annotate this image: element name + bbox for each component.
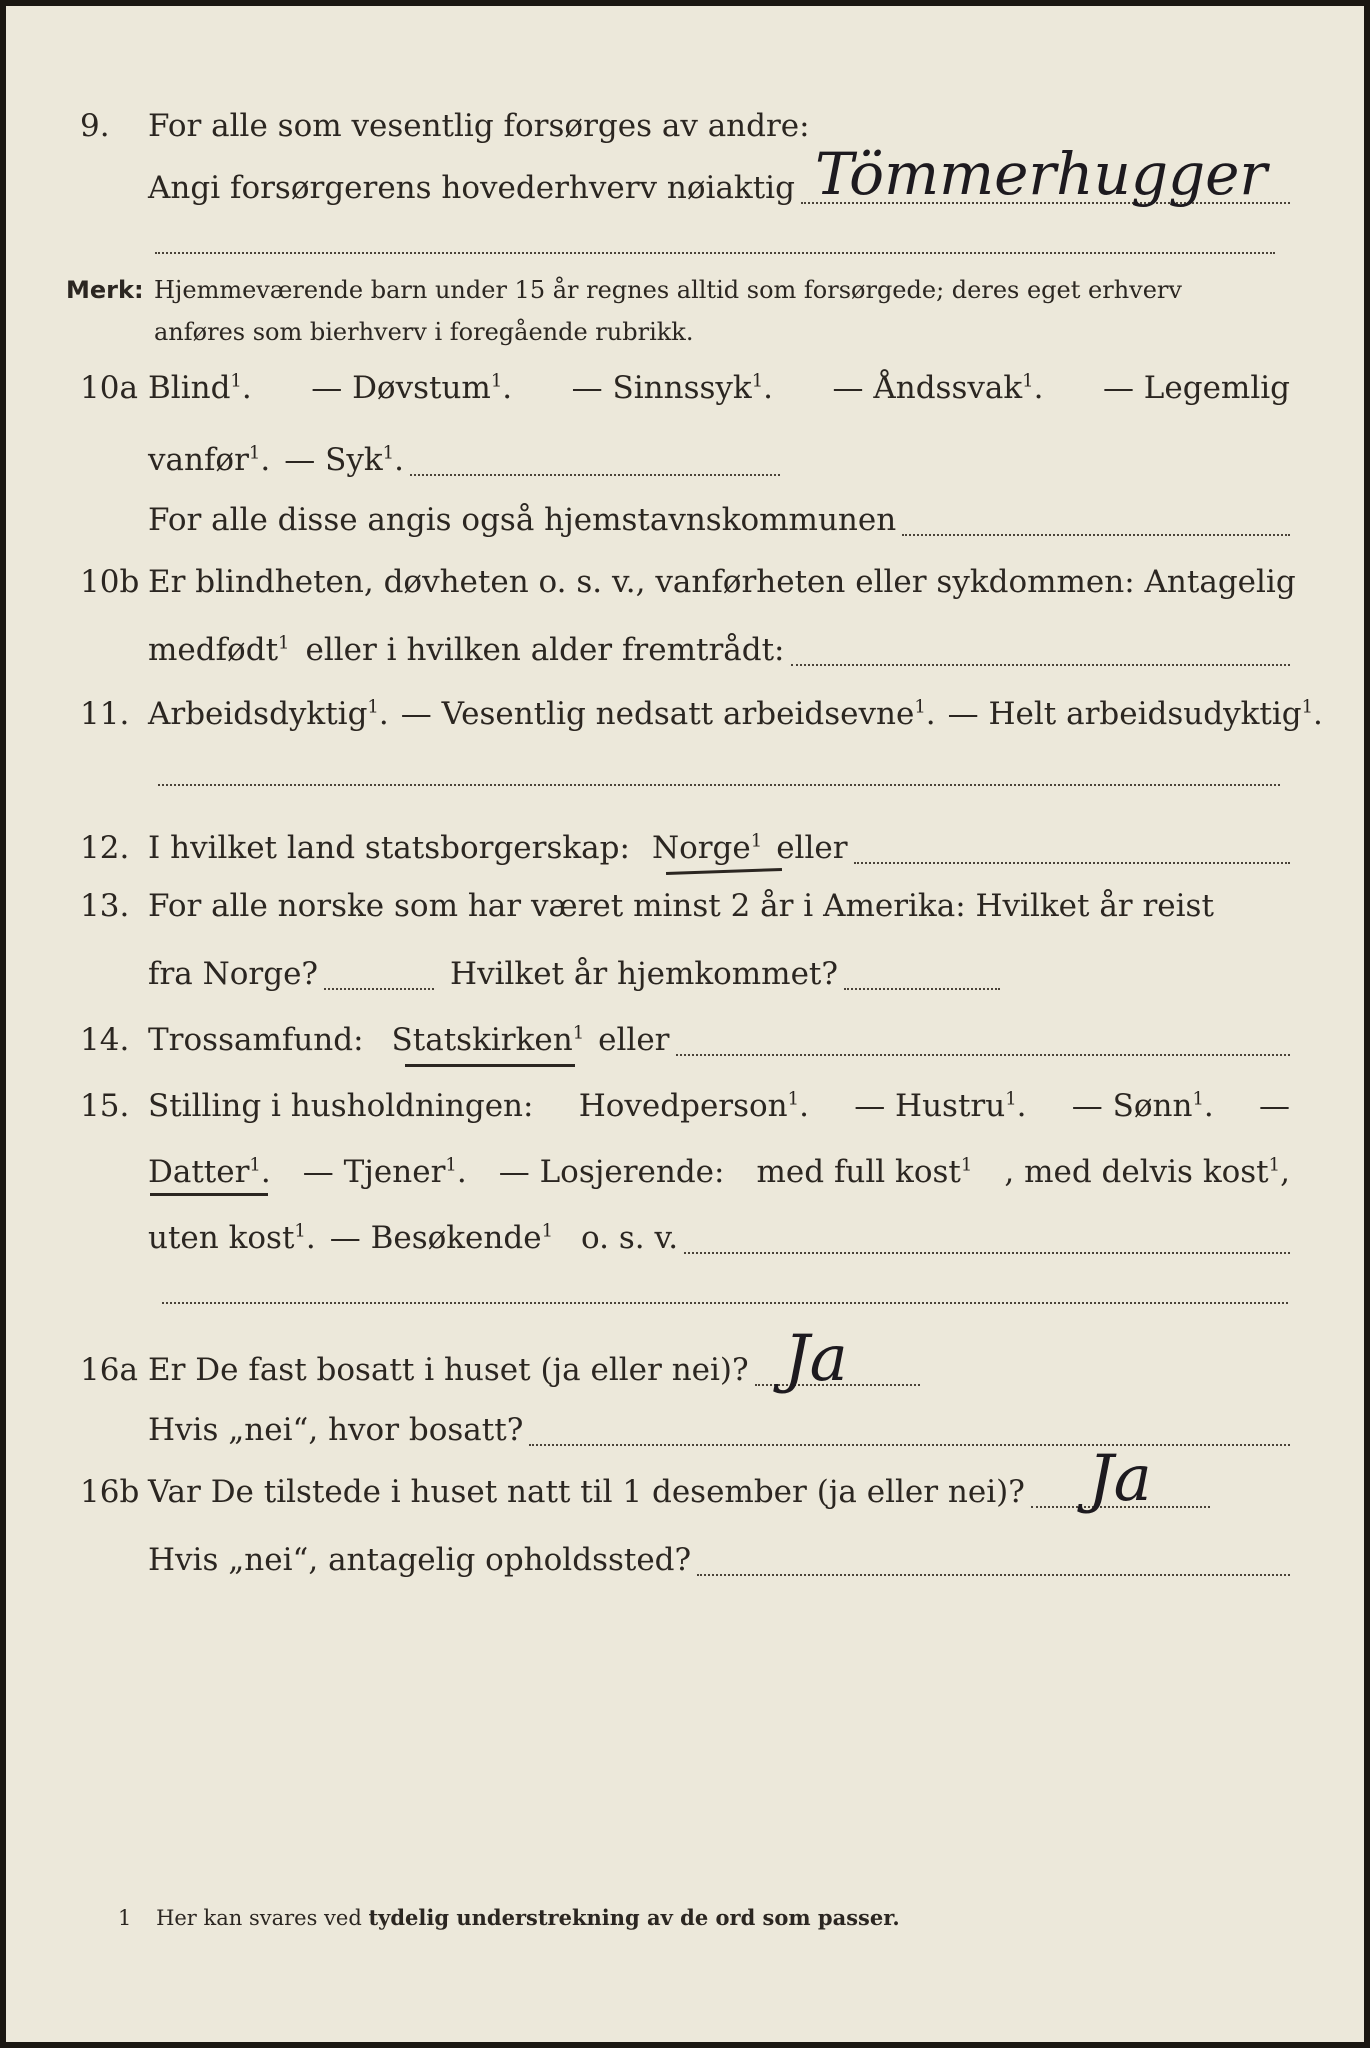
question-number: 13. bbox=[80, 888, 130, 924]
note-text: anføres som bierhverv i foregående rubrikk. bbox=[154, 318, 694, 346]
handwritten-answer-present: Ja bbox=[1088, 1442, 1152, 1516]
question-text: Hvis „nei“, antagelig opholdssted? bbox=[148, 1542, 692, 1578]
question-text: — bbox=[1259, 1088, 1290, 1124]
question-number: 10a bbox=[80, 370, 138, 406]
question-number: 9. bbox=[80, 108, 110, 144]
question-text: Stilling i husholdningen: bbox=[148, 1088, 534, 1124]
handwritten-underline-daughter bbox=[150, 1193, 268, 1196]
option-wife[interactable]: — Hustru$^1$. bbox=[854, 1088, 1027, 1124]
question-text: eller bbox=[598, 1022, 670, 1058]
answer-field-residence[interactable] bbox=[529, 1443, 1290, 1446]
question-number: 10b bbox=[80, 564, 140, 600]
question-text: Trossamfund: bbox=[148, 1022, 364, 1058]
option-unable-to-work[interactable]: — Helt arbeidsudyktig$^1$. bbox=[947, 696, 1323, 732]
question-13-line1 bbox=[80, 876, 1290, 936]
answer-field-citizenship[interactable] bbox=[854, 861, 1290, 864]
question-text: Er De fast bosatt i huset (ja eller nei)? bbox=[148, 1352, 749, 1388]
answer-field-year-left[interactable] bbox=[324, 987, 434, 990]
option-visitor[interactable]: — Besøkende$^1$ bbox=[329, 1220, 554, 1256]
option-norway-underlined[interactable]: Norge$^1$ bbox=[651, 830, 763, 866]
question-text: eller bbox=[776, 830, 848, 866]
question-text: — Losjerende: bbox=[498, 1154, 725, 1190]
option-state-church-underlined[interactable]: Statskirken$^1$ bbox=[391, 1022, 585, 1058]
footnote-text: Her kan svares ved bbox=[156, 1906, 362, 1930]
question-number: 16a bbox=[80, 1352, 138, 1388]
footnote bbox=[118, 1905, 900, 1930]
option-partial-board[interactable]: , med delvis kost$^1$, bbox=[1004, 1154, 1290, 1190]
question-text: Hvilket år hjemkommet? bbox=[450, 956, 839, 992]
question-number: 11. bbox=[80, 696, 130, 732]
question-15-line1 bbox=[80, 1076, 1290, 1136]
answer-field-household-position[interactable] bbox=[684, 1251, 1290, 1254]
answer-field-whereabouts[interactable] bbox=[697, 1573, 1290, 1576]
question-16b-line2 bbox=[80, 1530, 1290, 1590]
answer-field-year-returned[interactable] bbox=[844, 987, 1000, 990]
option-daughter-underlined[interactable]: Datter$^1$. bbox=[148, 1154, 271, 1190]
note-text: Hjemmeværende barn under 15 år regnes alltid som forsørgede; deres eget erhverv bbox=[154, 276, 1182, 304]
question-text: o. s. v. bbox=[581, 1220, 679, 1256]
question-text: For alle som vesentlig forsørges av andre: bbox=[148, 108, 810, 144]
option-able-to-work[interactable]: Arbeidsdyktig$^1$. bbox=[148, 696, 389, 732]
option-full-board[interactable]: med full kost$^1$ bbox=[756, 1154, 973, 1190]
question-10a-line1 bbox=[80, 358, 1290, 418]
footnote-marker: 1 bbox=[118, 1906, 132, 1930]
question-number: 12. bbox=[80, 830, 130, 866]
question-10a-line2 bbox=[80, 430, 780, 490]
question-number: 16b bbox=[80, 1474, 140, 1510]
option-sick[interactable]: — Syk$^1$. bbox=[284, 442, 404, 478]
note-line1 bbox=[66, 270, 1296, 310]
question-10b-line1 bbox=[80, 552, 1296, 612]
option-head-of-household[interactable]: Hovedperson$^1$. bbox=[578, 1088, 809, 1124]
option-deaf-mute[interactable]: — Døvstum$^1$. bbox=[311, 370, 513, 406]
option-disabled[interactable]: vanfør$^1$. bbox=[148, 442, 271, 478]
question-15-line3 bbox=[80, 1208, 1290, 1268]
question-number: 14. bbox=[80, 1022, 130, 1058]
answer-line-work-capacity bbox=[158, 784, 1280, 786]
question-text: Er blindheten, døvheten o. s. v., vanførheten eller sykdommen: Antagelig bbox=[148, 564, 1296, 600]
question-11 bbox=[80, 684, 1323, 744]
option-congenital[interactable]: medfødt$^1$ bbox=[148, 632, 290, 668]
question-16a-line1 bbox=[80, 1340, 1290, 1400]
note-line2 bbox=[154, 312, 1370, 352]
option-servant[interactable]: — Tjener$^1$. bbox=[302, 1154, 467, 1190]
answer-field-sick[interactable] bbox=[410, 473, 780, 476]
question-14 bbox=[80, 1010, 1290, 1070]
answer-field-religion[interactable] bbox=[676, 1053, 1291, 1056]
handwritten-underline-state-church bbox=[405, 1064, 575, 1067]
handwritten-answer-resident: Ja bbox=[784, 1322, 848, 1396]
question-text: Angi forsørgerens hovederhverv nøiaktig bbox=[148, 170, 795, 206]
option-insane[interactable]: — Sinnssyk$^1$. bbox=[571, 370, 774, 406]
question-text: fra Norge? bbox=[148, 956, 319, 992]
question-13-line2 bbox=[80, 944, 1000, 1004]
note-label: Merk: bbox=[66, 276, 144, 304]
answer-field-onset-age[interactable] bbox=[791, 663, 1290, 666]
question-10a-line3 bbox=[80, 490, 1290, 550]
option-feeble-minded[interactable]: — Åndssvak$^1$. bbox=[832, 370, 1044, 406]
question-text: Var De tilstede i huset natt til 1 desember (ja eller nei)? bbox=[148, 1474, 1025, 1510]
footnote-text-bold: tydelig understrekning av de ord som passer. bbox=[368, 1905, 900, 1930]
answer-line-household bbox=[162, 1302, 1288, 1304]
option-without-board[interactable]: uten kost$^1$. bbox=[148, 1220, 316, 1256]
question-text: eller i hvilken alder fremtrådt: bbox=[305, 632, 785, 668]
question-text: For alle disse angis også hjemstavnskommunen bbox=[148, 502, 897, 538]
question-text: Hvis „nei“, hvor bosatt? bbox=[148, 1412, 524, 1448]
question-text: I hvilket land statsborgerskap: bbox=[148, 830, 630, 866]
answer-line-extra bbox=[155, 252, 1275, 254]
option-reduced-work-capacity[interactable]: — Vesentlig nedsatt arbeidsevne$^1$. bbox=[400, 696, 936, 732]
question-number: 15. bbox=[80, 1088, 130, 1124]
option-son[interactable]: — Sønn$^1$. bbox=[1071, 1088, 1214, 1124]
option-physically[interactable]: — Legemlig bbox=[1102, 370, 1290, 406]
handwritten-answer-occupation: Tömmerhugger bbox=[815, 140, 1268, 208]
question-text: For alle norske som har været minst 2 år i Amerika: Hvilket år reist bbox=[148, 888, 1214, 924]
question-10b-line2 bbox=[80, 620, 1290, 680]
option-blind[interactable]: Blind$^1$. bbox=[148, 370, 252, 406]
question-12 bbox=[80, 818, 1290, 878]
answer-field-home-municipality[interactable] bbox=[902, 533, 1290, 536]
